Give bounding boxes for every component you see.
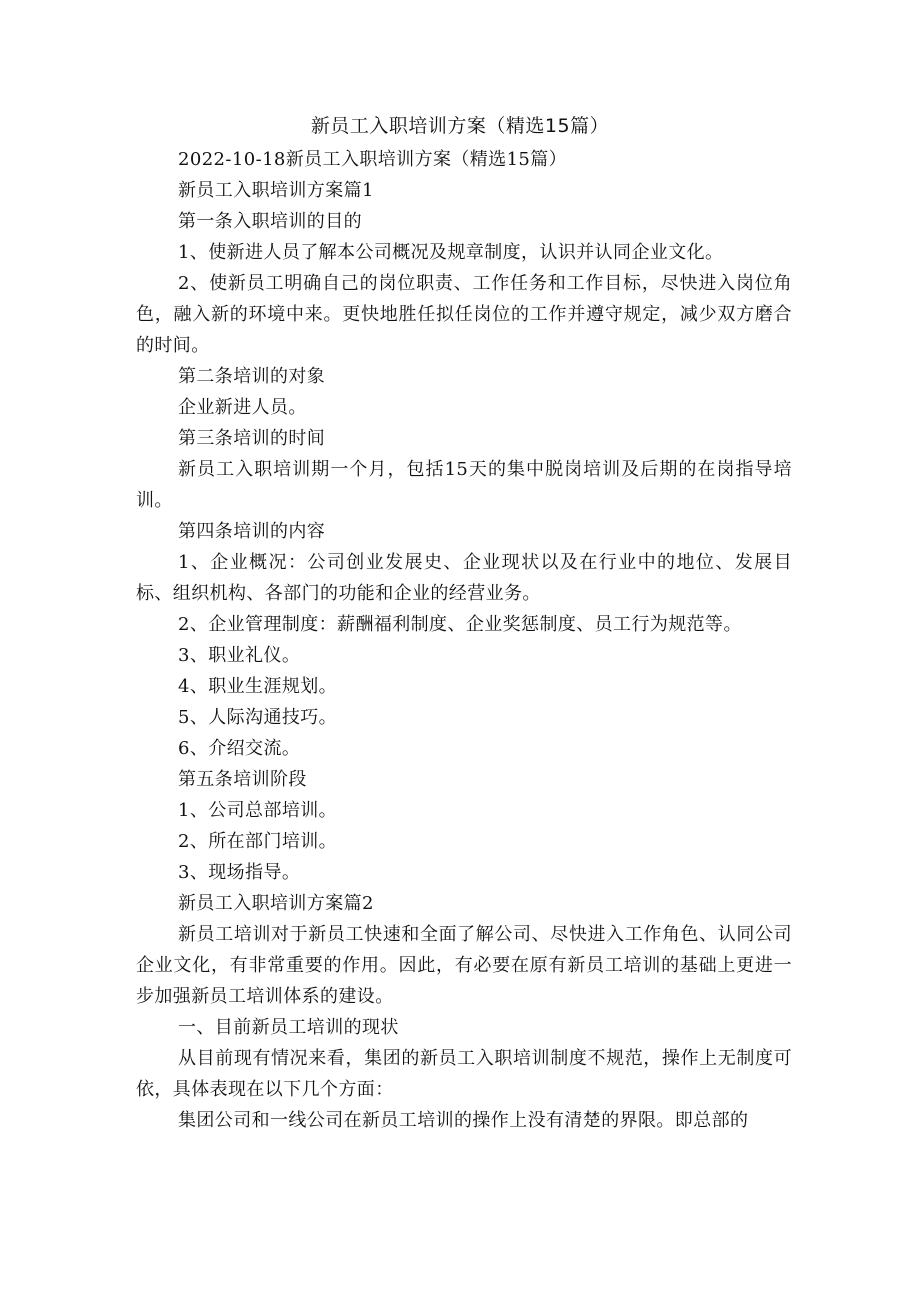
article-heading-5: 第五条培训阶段: [178, 769, 307, 790]
paragraph: 新员工培训对于新员工快速和全面了解公司、尽快进入工作角色、认同公司企业文化，有非常重要的作用。因此，有必要在原有新员工培训的基础上更进一步加强新员工培训体系的建设。: [136, 924, 792, 1007]
section-heading-plan-2: 新员工入职培训方案篇2: [178, 893, 374, 914]
article-heading-2: 第二条培训的对象: [178, 366, 326, 387]
article-heading-1: 第一条入职培训的目的: [178, 211, 362, 232]
paragraph: 3、职业礼仪。: [178, 645, 301, 666]
paragraph: 2、所在部门培训。: [178, 831, 338, 852]
document-body: [136, 144, 792, 1136]
paragraph: 新员工入职培训期一个月，包括15天的集中脱岗培训及后期的在岗指导培训。: [136, 459, 792, 511]
paragraph: 2、使新员工明确自己的岗位职责、工作任务和工作目标，尽快进入岗位角色，融入新的环境中来。更快地胜任拟任岗位的工作并遵守规定，减少双方磨合的时间。: [136, 273, 792, 356]
subsection-heading: 一、目前新员工培训的现状: [178, 1017, 399, 1038]
paragraph: 6、介绍交流。: [178, 738, 301, 759]
article-heading-3: 第三条培训的时间: [178, 428, 326, 449]
article-heading-4: 第四条培训的内容: [178, 521, 326, 542]
paragraph: 4、职业生涯规划。: [178, 676, 338, 697]
section-heading-plan-1: 新员工入职培训方案篇1: [178, 180, 374, 201]
paragraph: 1、使新进人员了解本公司概况及规章制度，认识并认同企业文化。: [178, 242, 724, 263]
paragraph: 5、人际沟通技巧。: [178, 707, 338, 728]
paragraph: 从目前现有情况来看，集团的新员工入职培训制度不规范，操作上无制度可依，具体表现在以下几个方面：: [136, 1048, 792, 1100]
paragraph: 2、企业管理制度：薪酬福利制度、企业奖惩制度、员工行为规范等。: [178, 614, 742, 635]
paragraph: 企业新进人员。: [178, 397, 307, 418]
document-title: 新员工入职培训方案（精选15篇）: [310, 115, 610, 137]
paragraph: 3、现场指导。: [178, 862, 301, 883]
paragraph-date-line: 2022-10-18新员工入职培训方案（精选15篇）: [178, 149, 568, 170]
paragraph: 1、公司总部培训。: [178, 800, 338, 821]
paragraph: 集团公司和一线公司在新员工培训的操作上没有清楚的界限。即总部的: [178, 1110, 749, 1131]
paragraph: 1、企业概况：公司创业发展史、企业现状以及在行业中的地位、发展目标、组织机构、各部门的功能和企业的经营业务。: [136, 552, 792, 604]
